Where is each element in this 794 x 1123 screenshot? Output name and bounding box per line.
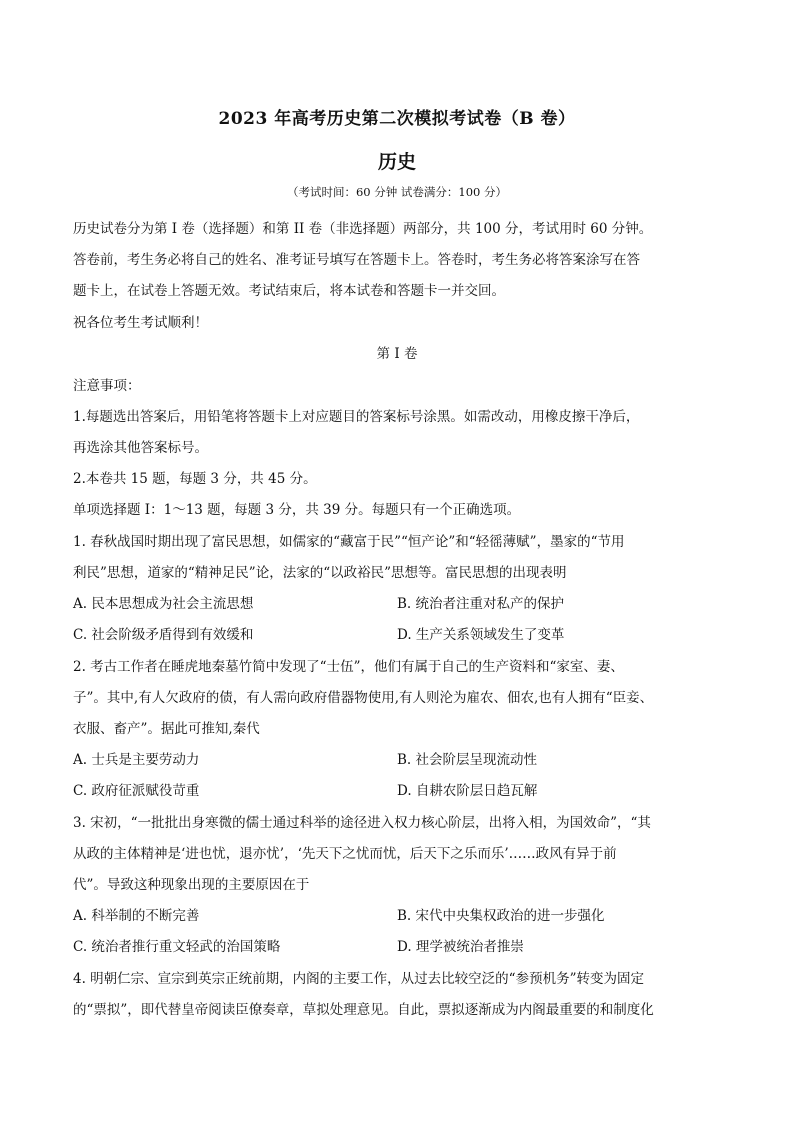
question-stem-line: 1. 春秋战国时期出现了富民思想，如儒家的“藏富于民”“恒产论”和“轻徭薄赋”，墨家的“节用 — [73, 534, 625, 550]
option-c: C. 社会阶级矛盾得到有效缓和 — [73, 627, 254, 643]
exam-title: 2023 年高考历史第二次模拟考试卷（B 卷） — [218, 109, 576, 129]
option-a: A. 士兵是主要劳动力 — [73, 752, 200, 768]
intro-line: 祝各位考生考试顺利！ — [73, 315, 208, 331]
option-d: D. 生产关系领域发生了变革 — [397, 627, 565, 643]
option-a: A. 科举制的不断完善 — [73, 908, 200, 924]
question-stem-line: 衣服、畜产”。据此可推知,秦代 — [73, 721, 260, 737]
section-heading: 第 I 卷 — [376, 346, 418, 362]
question-stem-line: 利民”思想，道家的“精神足民”论，法家的“以政裕民”思想等。富民思想的出现表明 — [73, 565, 567, 581]
question-stem-line: 2. 考古工作者在睡虎地秦墓竹简中发现了“士伍”，他们有属于自己的生产资料和“家室、妻、 — [73, 659, 624, 675]
option-c: C. 政府征派赋役苛重 — [73, 783, 200, 799]
question-stem-line: 的“票拟”，即代替皇帝阅读臣僚奏章，草拟处理意见。自此，票拟逐渐成为内阁最重要的和制度化 — [73, 1002, 654, 1018]
note-line: 2.本卷共 15 题，每题 3 分，共 45 分。 — [73, 471, 317, 487]
option-a: A. 民本思想成为社会主流思想 — [73, 596, 254, 612]
option-b: B. 统治者注重对私产的保护 — [397, 596, 565, 612]
intro-line: 答卷前，考生务必将自己的姓名、准考证号填写在答题卡上。答卷时，考生务必将答案涂写在答 — [73, 252, 640, 268]
intro-line: 历史试卷分为第 I 卷（选择题）和第 II 卷（非选择题）两部分，共 100 分，考试用时 60 分钟。 — [73, 221, 653, 237]
subject-heading: 历史 — [377, 151, 416, 173]
option-b: B. 宋代中央集权政治的进一步强化 — [397, 908, 605, 924]
question-stem-line: 3. 宋初，“一批批出身寒微的儒士通过科举的途径进入权力核心阶层，出将入相，为国效命”，“其 — [73, 815, 651, 831]
question-stem-line: 代”。导致这种现象出现的主要原因在于 — [73, 877, 310, 893]
notes-title: 注意事项： — [73, 378, 141, 394]
question-stem-line: 子”。其中,有人欠政府的债，有人需向政府借器物使用,有人则沦为雇农、佃农,也有人拥有“臣妾、 — [73, 690, 654, 706]
note-line: 再选涂其他答案标号。 — [73, 440, 208, 456]
intro-line: 题卡上，在试卷上答题无效。考试结束后，将本试卷和答题卡一并交回。 — [73, 283, 505, 299]
question-stem-line: 4. 明朝仁宗、宣宗到英宗正统前期，内阁的主要工作，从过去比较空泛的“参预机务”转变为固定 — [73, 971, 644, 987]
option-d: D. 自耕农阶层日趋瓦解 — [397, 783, 538, 799]
note-line: 1.每题选出答案后，用铅笔将答题卡上对应题目的答案标号涂黑。如需改动，用橡皮擦干净后， — [73, 409, 640, 425]
option-d: D. 理学被统治者推崇 — [397, 939, 524, 955]
option-b: B. 社会阶层呈现流动性 — [397, 752, 538, 768]
question-stem-line: 从政的主体精神是‘进也忧，退亦忧’，‘先天下之忧而忧，后天下之乐而乐’……政风有异于前 — [73, 846, 617, 862]
exam-meta: （考试时间：60 分钟 试卷满分：100 分） — [286, 185, 508, 199]
part-heading: 单项选择题 I：1～13 题，每题 3 分，共 39 分。每题只有一个正确选项。 — [73, 502, 521, 518]
option-c: C. 统治者推行重文轻武的治国策略 — [73, 939, 281, 955]
